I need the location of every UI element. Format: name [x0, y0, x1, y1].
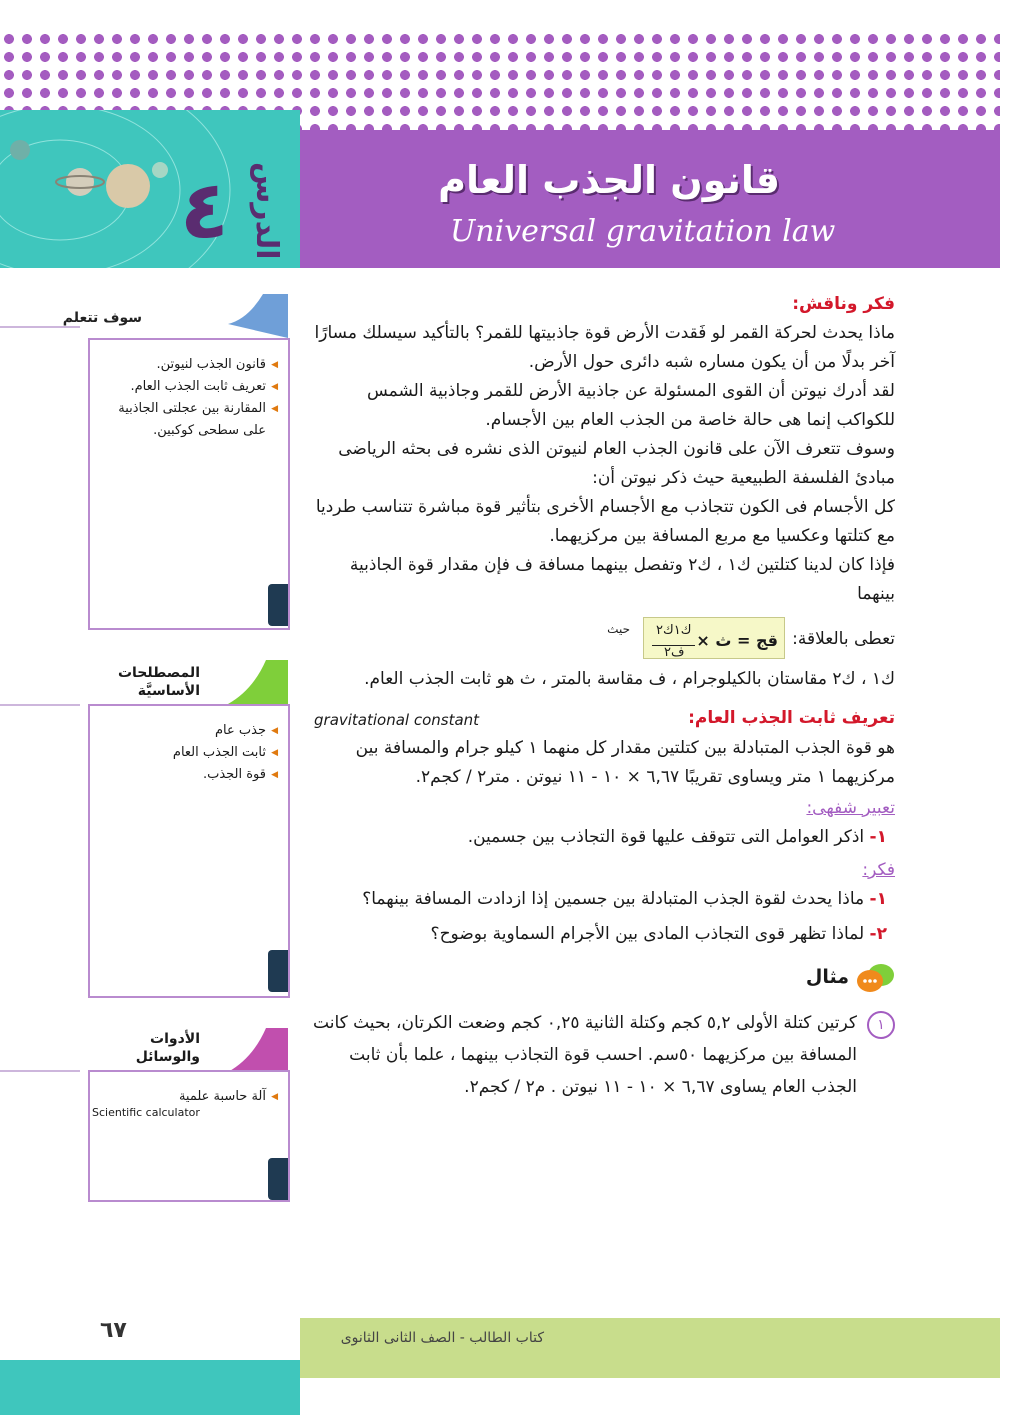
example-heading: مثال [805, 966, 849, 988]
terms-list [90, 706, 288, 786]
item-text: اذكر العوامل التى تتوقف عليها قوة التجاذب بين جسمين. [467, 827, 865, 847]
terms-title-line2: الأساسيَّة [137, 683, 200, 699]
chat-bubbles-icon [855, 961, 895, 995]
tab-marker-icon [268, 584, 288, 626]
tools-english: Scientific calculator [92, 1106, 200, 1119]
definition-heading: تعريف ثابت الجذب العام: [688, 708, 895, 728]
item-number: ١- [869, 827, 887, 847]
relation-label: تعطى بالعلاقة: [792, 629, 895, 649]
think-heading: فكر وناقش: [792, 294, 895, 314]
example-heading-row [310, 959, 895, 999]
list-item: ◀ ثابت الجذب العام [98, 742, 278, 764]
think2-item [310, 885, 895, 914]
page-title-arabic: قانون الجذب العام [438, 158, 780, 202]
list-item: ◀ آلة حاسبة علمية [98, 1086, 278, 1108]
learn-box [88, 338, 290, 630]
list-item: ◀ قوة الجذب. [98, 764, 278, 786]
think2-heading: فكر: [862, 860, 895, 880]
formula-denominator: ف٢ [664, 645, 685, 660]
learn-list [90, 340, 288, 442]
tab-marker-icon [268, 950, 288, 992]
tools-title-line2: والوسائل [135, 1049, 200, 1065]
formula-box [643, 617, 785, 659]
page-header [0, 0, 1000, 268]
example-text: كرتين كتلة الأولى ٥,٢ كجم وكتلة الثانية ٠,٢٥ كجم وضعت الكرتان، بحيث كانت المسافة بين مركزيهما ٥٠سم. احسب قوة التجاذب بينهما ، علما بأن ثابت الجذب العام يساوى ٦,٦٧ × ١٠ - ١١ نيوتن . م٢ / كجم٢. [313, 1013, 857, 1097]
formula-numerator: ك١ك٢ [652, 616, 695, 646]
item-number: ١- [869, 889, 887, 909]
paragraph: فإذا كان لدينا كتلتين ك١ ، ك٢ وتفصل بينهما مسافة ف فإن مقدار قوة الجاذبية بينهما [349, 555, 895, 604]
terms-box [88, 704, 290, 998]
where-label: حيث [607, 622, 630, 636]
think2-item [310, 920, 895, 949]
paragraph: ماذا يحدث لحركة القمر لو فَقدت الأرض قوة جاذبيتها للقمر؟ بالتأكيد سيسلك مسارًا آخر بدلًا من أن يكون مساره شبه دائرى حول الأرض. [314, 323, 895, 372]
paragraph: لقد أدرك نيوتن أن القوى المسئولة عن جاذبية الأرض للقمر وجاذبية الشمس للكواكب إنما هى حالة خاصة من الجذب العام بين الأجسام. [366, 381, 895, 430]
oral-item [310, 823, 895, 852]
divider [0, 704, 80, 706]
tools-box [88, 1070, 290, 1202]
item-text: لماذا تظهر قوى التجاذب المادى بين الأجرام السماوية بوضوح؟ [430, 924, 865, 944]
definition-english: gravitational constant [314, 711, 480, 729]
tab-marker-icon [268, 1158, 288, 1200]
paragraph: كل الأجسام فى الكون تتجاذب مع الأجسام الأخرى بتأثير قوة مباشرة تتناسب طرديا مع كتلتها وعكسيا مع مربع المسافة بين مركزيهما. [315, 497, 895, 546]
footer-band [300, 1318, 1000, 1378]
tools-list [90, 1072, 288, 1108]
paragraph: ك١ ، ك٢ مقاستان بالكيلوجرام ، ف مقاسة بالمتر ، ث هو ثابت الجذب العام. [364, 669, 895, 689]
oral-heading: تعبير شفهى: [806, 798, 895, 818]
divider [0, 1070, 80, 1072]
list-item: ◀ جذب عام [98, 720, 278, 742]
tools-title [100, 1030, 200, 1066]
example-number: ١ [867, 1011, 895, 1039]
list-item: ◀ المقارنة بين عجلتى الجاذبية على سطحى كوكبين. [98, 398, 278, 442]
definition-heading-row [310, 704, 895, 734]
terms-title-line1: المصطلحات [117, 665, 200, 681]
page-title-english: Universal gravitation law [450, 214, 836, 249]
definition-text: هو قوة الجذب المتبادلة بين كتلتين مقدار كل منهما ١ كيلو جرام والمسافة بين مركزيهما ١ متر ويساوى تقريبًا ٦,٦٧ × ١٠ - ١١ نيوتن . متر٢ / كجم٢. [355, 738, 895, 787]
divider [0, 326, 80, 328]
item-text: ماذا يحدث لقوة الجذب المتبادلة بين جسمين إذا ازدادت المسافة بينهما؟ [362, 889, 865, 909]
item-number: ٢- [869, 924, 887, 944]
lesson-label: الدرس [249, 162, 284, 260]
footer-text: كتاب الطالب - الصف الثانى الثانوى [340, 1330, 544, 1346]
formula-left: قج = ث × [696, 631, 778, 650]
tools-title-line1: الأدوات [150, 1031, 200, 1047]
page-number: ٦٧ [100, 1318, 127, 1343]
paragraph: وسوف تتعرف الآن على قانون الجذب العام لنيوتن الذى نشره فى بحثه الرياضى مبادئ الفلسفة الطبيعية حيث ذكر نيوتن أن: [338, 439, 895, 488]
list-item: ◀ قانون الجذب لنيوتن. [98, 354, 278, 376]
footer-teal-band [0, 1360, 300, 1415]
lesson-number: ٤ [180, 163, 229, 256]
terms-title [100, 664, 200, 700]
list-item: ◀ تعريف ثابت الجذب العام. [98, 376, 278, 398]
learn-title: سوف تتعلم [62, 310, 142, 326]
main-content [310, 290, 895, 1103]
formula-row [310, 613, 895, 665]
example-block [310, 1007, 895, 1103]
